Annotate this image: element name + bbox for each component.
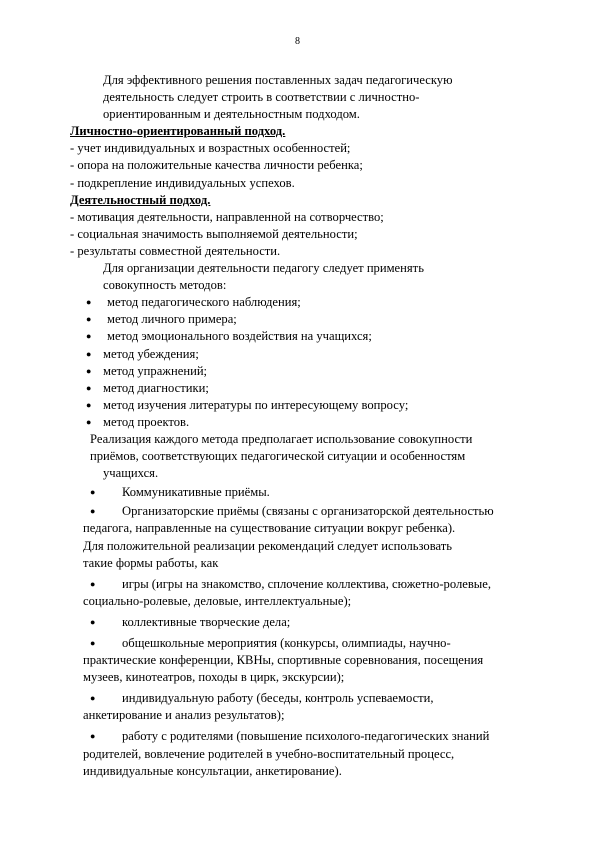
list-item: - социальная значимость выполняемой деятельности; [70,226,358,241]
bullet-icon: ● [86,365,92,376]
bullet-icon: ● [90,638,96,648]
bullet-icon: ● [90,731,96,742]
bullet-icon: ● [90,616,96,627]
bullet-icon: ● [90,578,96,589]
bullet-icon: ● [86,297,92,308]
list-item: ● коллективные творческие дела; [70,614,540,631]
text-line: ориентированным и деятельностным подходом. [103,107,360,122]
techniques-list [70,484,540,537]
methods-list [70,294,540,431]
list-item: ● метод убеждения; [70,346,540,363]
text-line: деятельность следует строить в соответствии с личностно- [103,90,420,105]
bullet-icon: ● [86,399,92,410]
list-item: ● метод диагностики; [70,380,540,397]
text-line: такие формы работы, как [83,555,219,570]
text-line: Для организации деятельности педагогу следует применять [103,261,424,276]
intro-paragraph [70,72,540,123]
list-item: - мотивация деятельности, направленной на сотворчество; [70,209,384,224]
page-number: 8 [295,36,300,47]
bullet-icon: ● [90,693,96,704]
text-line: совокупность методов: [103,278,227,293]
list-item: ● метод изучения литературы по интересующему вопросу; [70,397,540,414]
list-item: - опора на положительные качества личности ребенка; [70,158,363,173]
list-item: ● Организаторские приёмы (связаны с организаторской деятельностью педагога, направленные на существование ситуации вокруг ребенка). [83,504,494,536]
list-item: - подкрепление индивидуальных успехов. [70,175,295,190]
forms-intro [70,538,540,572]
text-line: учащихся. [103,466,159,481]
section-heading: Личностно-ориентированный подход. [70,124,286,139]
list-item: ● метод личного примера; [70,311,540,328]
list-item: ● работу с родителями (повышение психолого-педагогических знаний родителей, вовлечение родителей в учебно-воспитательный процесс, индивидуальные консультации, анкетирование). [83,729,490,778]
bullet-icon: ● [86,331,92,342]
list-item: - результаты совместной деятельности. [70,243,281,258]
bullet-icon: ● [90,506,96,517]
list-item: ● индивидуальную работу (беседы, контроль успеваемости, анкетирование и анализ результатов); [83,691,434,723]
list-item: ● метод педагогического наблюдения; [70,294,540,311]
list-item: - учет индивидуальных и возрастных особенностей; [70,141,351,156]
text-line: Для эффективного решения поставленных задач педагогическую [103,73,453,87]
methods-intro [70,260,540,294]
list-item: ● общешкольные мероприятия (конкурсы, олимпиады, научно- практические конференции, КВНы, спортивные соревнования, посещения музеев, кинотеатров, походы в цирк, экскурсии); [83,636,484,685]
list-item: ● метод упражнений; [70,363,540,380]
bullet-icon: ● [90,487,96,498]
text-line: Реализация каждого метода предполагает использование совокупности [90,431,473,446]
section-heading: Деятельностный подход. [70,192,211,207]
forms-list [70,576,540,780]
list-item: ● Коммуникативные приёмы. [70,484,540,501]
bullet-icon: ● [86,348,92,359]
document-body [70,72,540,780]
bullet-icon: ● [86,314,92,325]
list-item: ● метод проектов. [70,414,540,431]
list-item: ● метод эмоционального воздействия на учащихся; [70,328,540,345]
text-line: приёмов, соответствующих педагогической ситуации и особенностям [90,449,466,464]
bullet-icon: ● [86,382,92,393]
realization-paragraph [70,431,540,482]
bullet-icon: ● [86,416,92,427]
text-line: Для положительной реализации рекомендаций следует использовать [83,538,453,553]
list-item: ● игры (игры на знакомство, сплочение коллектива, сюжетно-ролевые, социально-ролевые, деловые, интеллектуальные); [83,576,491,608]
